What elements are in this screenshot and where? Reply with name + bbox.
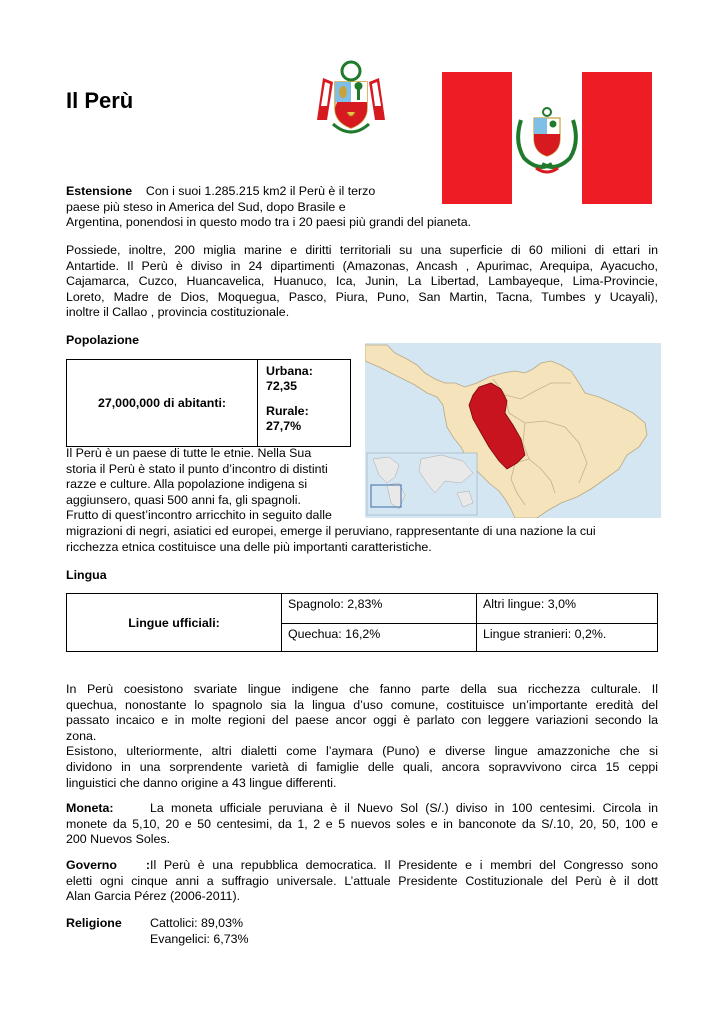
paragraph-line: passato incaico e in molte regioni del paese ancor oggi è parlato con leggere variazioni secondo la [66, 713, 658, 728]
estensione-line-1: Con i suoi 1.285.215 km2 il Perù è il terzo [145, 184, 376, 198]
moneta-line-3: 200 Nuevos Soles. [66, 832, 171, 847]
coat-of-arms-image [313, 60, 389, 138]
estensione-line-3: Argentina, ponendosi in questo modo tra i 20 paesi più grandi del pianeta. [66, 215, 472, 229]
lingua-table [66, 593, 658, 652]
abitanti-value: 27,000,000 di abitanti: [97, 396, 227, 410]
religione-section [66, 916, 466, 947]
paragraph-line: storia il Perù è stato il punto d’incontro di distinti [66, 461, 328, 476]
paragraph-line: Cajamarca, Cuzco, Huancavelica, Huanuco, Ica, Junin, La Libertad, Lambayeque, Lima-Provincie, [66, 274, 658, 289]
urbana-label: Urbana: [266, 364, 313, 378]
urbana-value: 72,35 [266, 379, 298, 393]
urbana-rurale-cell [258, 360, 351, 447]
evangelici-value: Evangelici: 6,73% [150, 931, 249, 946]
lingua-paragraph [66, 682, 658, 791]
paragraph-line: linguistici che danno origine a 43 lingue differenti. [66, 775, 337, 790]
paragraph-line: dividono in una sorprendente varietà di famiglie delle quali, ancora sopravvivono circa 15 ceppi [66, 759, 658, 774]
estensione-line-2: paese più steso in America del Sud, dopo Brasile e [66, 199, 346, 214]
paragraph-line: ricchezza etnica costituisce una delle più importanti caratteristiche. [66, 539, 432, 554]
governo-label: Governo : [66, 858, 150, 872]
altri-lingue-cell [477, 594, 658, 624]
paragraph-line: migrazioni di negri, asiatici ed europei, emerge il peruviano, rappresentante di una nazione la cui [66, 524, 596, 538]
paragraph-line: Esistono, ulteriormente, altri dialetti come l’aymara (Puno) e diverse lingue amazzoniche che si [66, 744, 658, 759]
popolazione-heading: Popolazione [66, 333, 139, 347]
popolazione-paragraph-continued [66, 524, 666, 555]
religione-label: Religione [66, 916, 122, 930]
quechua-cell [282, 624, 477, 652]
quechua-value: Quechua: 16,2% [288, 627, 381, 641]
paragraph-line: inoltre il Callao , provincia costituzionale. [66, 305, 290, 320]
altri-lingue-value: Altri lingue: 3,0% [483, 597, 576, 611]
paragraph-line: Frutto di quest’incontro arricchito in seguito dalle [66, 508, 332, 523]
lingue-ufficiali-label: Lingue ufficiali: [128, 615, 220, 630]
governo-line-1: Il Perù è una repubblica democratica. Il Presidente e i membri del Congresso sono [150, 858, 658, 872]
peru-flag-image [442, 72, 652, 204]
paragraph-line: Antartide. Il Perù è diviso in 24 dipartimenti (Amazonas, Ancash , Apurimac, Arequipa, Ayacucho, [66, 258, 658, 273]
moneta-paragraph [66, 801, 658, 848]
lingua-heading: Lingua [66, 568, 107, 582]
estensione-label: Estensione [66, 184, 133, 198]
lingue-ufficiali-cell [67, 594, 282, 652]
rurale-value: 27,7% [266, 419, 302, 433]
paragraph-line: zona. [66, 728, 97, 743]
moneta-line-1: La moneta ufficiale peruviana è il Nuevo Sol (S/.) diviso in 100 centesimi. Circola in [150, 801, 658, 815]
paragraph-line: Il Perù è un paese di tutte le etnie. Nella Sua [66, 446, 312, 460]
governo-line-3: Alan Garcia Pérez (2006-2011). [66, 889, 241, 904]
cattolici-value: Cattolici: 89,03% [150, 916, 243, 930]
spagnolo-cell [282, 594, 477, 624]
paragraph-line: quechua, nonostante lo spagnolo sia la lingua d’uso comune, costituisce un’importante eredità del [66, 697, 658, 712]
south-america-map-image [365, 343, 661, 518]
popolazione-paragraph [66, 446, 356, 524]
abitanti-cell [67, 360, 258, 447]
dipartimenti-paragraph [66, 243, 658, 321]
moneta-line-2: monete da 5,10, 20 e 50 centesimi, da 1, 2 e 5 nuevos soles e in banconote da S/.10, 20, 50, 100 e [66, 816, 658, 831]
paragraph-line: aggiunsero, quasi 500 anni fa, gli spagnoli. [66, 492, 301, 507]
paragraph-line: Possiede, inoltre, 200 miglia marine e diritti territoriali su una superficie di 60 milioni di ettari in [66, 243, 658, 257]
spagnolo-value: Spagnolo: 2,83% [288, 597, 383, 611]
governo-line-2: eletti ogni cinque anni a suffragio universale. L’attuale Presidente Costituzionale del Perù è il dott [66, 873, 658, 888]
rurale-label: Rurale: [266, 404, 309, 418]
paragraph-line: In Perù coesistono svariate lingue indigene che fanno parte della sua ricchezza culturale. Il [66, 682, 658, 696]
moneta-label: Moneta: [66, 801, 114, 815]
page-title: Il Perù [66, 88, 134, 113]
paragraph-line: Loreto, Madre de Dios, Moquegua, Pasco, Piura, Puno, San Martin, Tacna, Tumbes y Ucayali), [66, 289, 658, 304]
lingue-stranieri-value: Lingue stranieri: 0,2%. [483, 627, 607, 641]
estensione-paragraph [66, 184, 416, 215]
popolazione-table [66, 359, 351, 447]
paragraph-line: razze e culture. Alla popolazione indigena si [66, 477, 308, 492]
lingue-stranieri-cell [477, 624, 658, 652]
governo-paragraph [66, 858, 658, 905]
